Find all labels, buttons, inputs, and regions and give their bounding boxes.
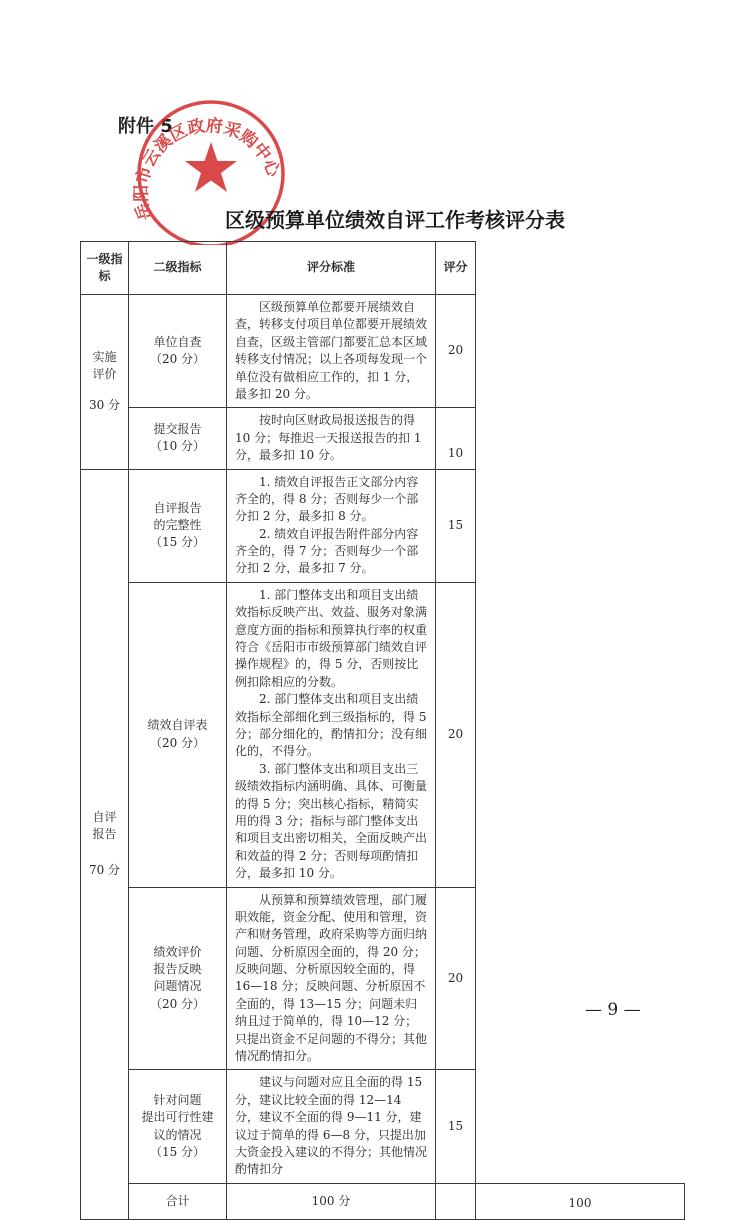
row-criteria: 区级预算单位都要开展绩效自查，转移支付项目单位都要开展绩效自查，区级主管部门都要汇总本区域转移支付情况；以上各项每发现一个单位没有做相应工作的，扣 1 分，最多扣 20 分。 [227,295,436,408]
header-level2: 二级指标 [129,242,227,295]
table-row [81,1070,685,1183]
row-criteria: 建议与问题对应且全面的得 15 分，建议比较全面的得 12—14 分，建议不全面的得 9—11 分，建议过于简单的得 6—8 分，只提出加大资金投入建议的不得分；其他情况酌情扣分 [227,1070,436,1183]
row-score: 20 [436,295,476,408]
section2-label: 自评 报告 70 分 [81,469,129,1219]
table-row [81,408,685,469]
table-row [81,469,685,582]
attachment-label: 附件 5 [118,116,173,137]
page-number: — 9 — [585,1000,641,1020]
row-name: 针对问题 提出可行性建 议的情况 （15 分） [129,1070,227,1183]
row-criteria: 1. 绩效自评报告正文部分内容齐全的，得 8 分；否则每少一个部分扣 2 分，最多扣 8 分。 2. 绩效自评报告附件部分内容齐全的，得 7 分；否则每少一个部分扣 2 分，最多扣 7 分。 [227,469,436,582]
table-header-row [81,242,685,295]
row-criteria: 从预算和预算绩效管理，部门履职效能，资金分配、使用和管理，资产和财务管理，政府采购等方面归纳问题、分析原因全面的，得 20 分；反映问题、分析原因较全面的，得 16—18 分；反映问题、分析原因不全面的，得 13—15 分；问题未归纳且过于简单的，得 10—12 分；只提出资金不足问题的不得分；其他情况酌情扣分。 [227,887,436,1070]
section1-label: 实施 评价 30 分 [81,295,129,470]
table-row [81,887,685,1070]
total-points: 100 分 [227,1183,436,1219]
total-score: 100 [476,1183,685,1219]
row-score: 15 [436,469,476,582]
row-score: 15 [436,1070,476,1183]
row-score: 10 [436,408,476,469]
table-row [81,582,685,887]
header-level1: 一级指标 [81,242,129,295]
seal-text: 岳阳市云溪区政府采购中心 [131,115,284,223]
row-name: 提交报告 （10 分） [129,408,227,469]
row-score: 20 [436,887,476,1070]
total-criteria [436,1183,476,1219]
page-title: 区级预算单位绩效自评工作考核评分表 [225,208,565,232]
evaluation-table [80,241,685,1220]
row-name: 单位自查 （20 分） [129,295,227,408]
table-row [81,295,685,408]
row-score: 20 [436,582,476,887]
seal-star-icon [185,142,237,192]
row-name: 自评报告 的完整性 （15 分） [129,469,227,582]
row-criteria: 1. 部门整体支出和项目支出绩效指标反映产出、效益、服务对象满意度方面的指标和预算执行率的权重符合《岳阳市市级预算部门绩效自评操作规程》的，得 5 分，否则按比例扣除相应的分数。 2. 部门整体支出和项目支出绩效指标全部细化到三级指标的，得 5 分；部分细化的，酌情扣分；没有细化的，不得分。 3. 部门整体支出和项目支出三级绩效指标内涵明确、具体、可衡量的得 5 分；突出核心指标，精简实用的得 3 分；指标与部门整体支出和项目支出密切相关，全面反映产出和效益的得 2 分；否则每项酌情扣分，最多扣 10 分。 [227,582,436,887]
total-label: 合计 [129,1183,227,1219]
total-row [81,1183,685,1219]
header-score: 评分 [436,242,476,295]
row-name: 绩效评价 报告反映 问题情况 （20 分） [129,887,227,1070]
row-criteria: 按时向区财政局报送报告的得 10 分；每推迟一天报送报告的扣 1 分，最多扣 10 分。 [227,408,436,469]
header-criteria: 评分标准 [227,242,436,295]
row-name: 绩效自评表 （20 分） [129,582,227,887]
